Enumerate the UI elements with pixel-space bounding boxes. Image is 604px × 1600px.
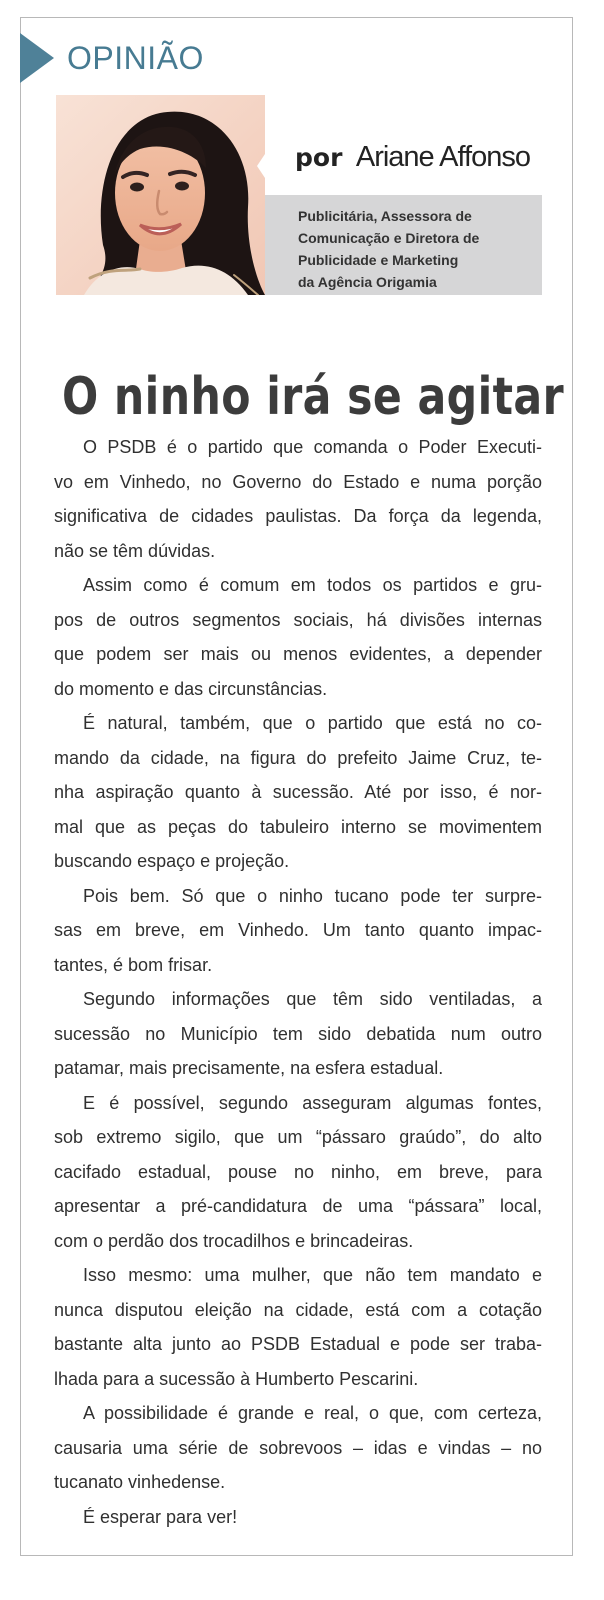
article-line: vo em Vinhedo, no Governo do Estado e numa porção	[54, 471, 542, 492]
article-line: buscando espaço e projeção.	[54, 851, 290, 871]
article-line: patamar, mais precisamente, na esfera estadual.	[54, 1058, 444, 1078]
byline	[295, 141, 530, 174]
article-line: do momento e das circunstâncias.	[54, 678, 328, 699]
article-line: tantes, é bom frisar.	[54, 954, 213, 975]
author-bio-box	[265, 195, 542, 295]
article-line: cacifado estadual, pouse no ninho, em breve, para	[54, 1161, 542, 1182]
article-paragraph	[54, 1086, 542, 1259]
article-line: O PSDB é o partido que comanda o Poder Executi-	[83, 437, 542, 457]
article-line: mal que as peças do tabuleiro interno se movimentem	[54, 816, 542, 837]
author-portrait-icon	[56, 95, 265, 295]
article-paragraph	[54, 706, 542, 879]
article-line: tucanato vinhedense.	[54, 1472, 226, 1492]
article-line: É natural, também, que o partido que está no co-	[83, 713, 542, 733]
article-line: mando da cidade, na figura do prefeito Jaime Cruz, te-	[54, 747, 542, 768]
author-photo	[56, 95, 265, 295]
article-line: bastante alta junto ao PSDB Estadual e pode ser traba-	[54, 1334, 542, 1354]
article-paragraph	[54, 568, 542, 706]
article-line: A possibilidade é grande e real, o que, com certeza,	[83, 1403, 542, 1423]
section-label: OPINIÃO	[67, 40, 204, 76]
author-bio-line: Comunicação e Diretora de	[298, 230, 480, 246]
article-paragraph	[54, 1258, 542, 1396]
byline-prefix: por	[295, 143, 343, 172]
article-line: nha aspiração quanto à sucessão. Até por isso, é nor-	[54, 782, 542, 802]
article-line: apresentar a pré-candidatura de uma “pássara” local,	[54, 1196, 542, 1216]
article-title: O ninho irá se agitar	[62, 366, 565, 427]
article-line: E é possível, segundo asseguram algumas fontes,	[83, 1092, 542, 1113]
article-paragraph	[54, 879, 542, 983]
section-arrow-icon	[20, 33, 54, 83]
author-name: Ariane Affonso	[355, 141, 530, 173]
article-body	[54, 430, 542, 1534]
article-line: Pois bem. Só que o ninho tucano pode ter surpre-	[83, 885, 542, 906]
article-line: sob extremo sigilo, que um “pássaro graúdo”, do alto	[54, 1127, 542, 1147]
article-paragraph	[54, 1500, 542, 1535]
article-line: sucessão no Município tem sido debatida num outro	[54, 1023, 542, 1044]
photo-notch	[257, 148, 269, 184]
article-line: nunca disputou eleição na cidade, está com a cotação	[54, 1299, 542, 1320]
article-line: significativa de cidades paulistas. Da força da legenda,	[54, 506, 542, 526]
article-paragraph	[54, 430, 542, 568]
article-line: É esperar para ver!	[83, 1506, 238, 1527]
article-paragraph	[54, 1396, 542, 1500]
article-line: Assim como é comum em todos os partidos e gru-	[83, 575, 542, 595]
article-line: causaria uma série de sobrevoos – idas e vindas – no	[54, 1437, 542, 1458]
article-line: com o perdão dos trocadilhos e brincadeiras.	[54, 1230, 414, 1251]
article-line: não se têm dúvidas.	[54, 540, 216, 561]
author-bio-line: Publicidade e Marketing	[298, 252, 459, 268]
author-bio-line: da Agência Origamia	[298, 274, 437, 290]
article-line: Isso mesmo: uma mulher, que não tem mandato e	[83, 1265, 542, 1285]
article-line: pos de outros segmentos sociais, há divisões internas	[54, 609, 542, 630]
article-line: Segundo informações que têm sido ventiladas, a	[83, 989, 542, 1009]
author-bio-line: Publicitária, Assessora de	[298, 208, 472, 224]
article-paragraph	[54, 982, 542, 1086]
article-line: sas em breve, em Vinhedo. Um tanto quanto impac-	[54, 920, 542, 940]
article-line: que podem ser mais ou menos evidentes, a depender	[54, 644, 542, 664]
article-line: lhada para a sucessão à Humberto Pescarini.	[54, 1368, 419, 1389]
